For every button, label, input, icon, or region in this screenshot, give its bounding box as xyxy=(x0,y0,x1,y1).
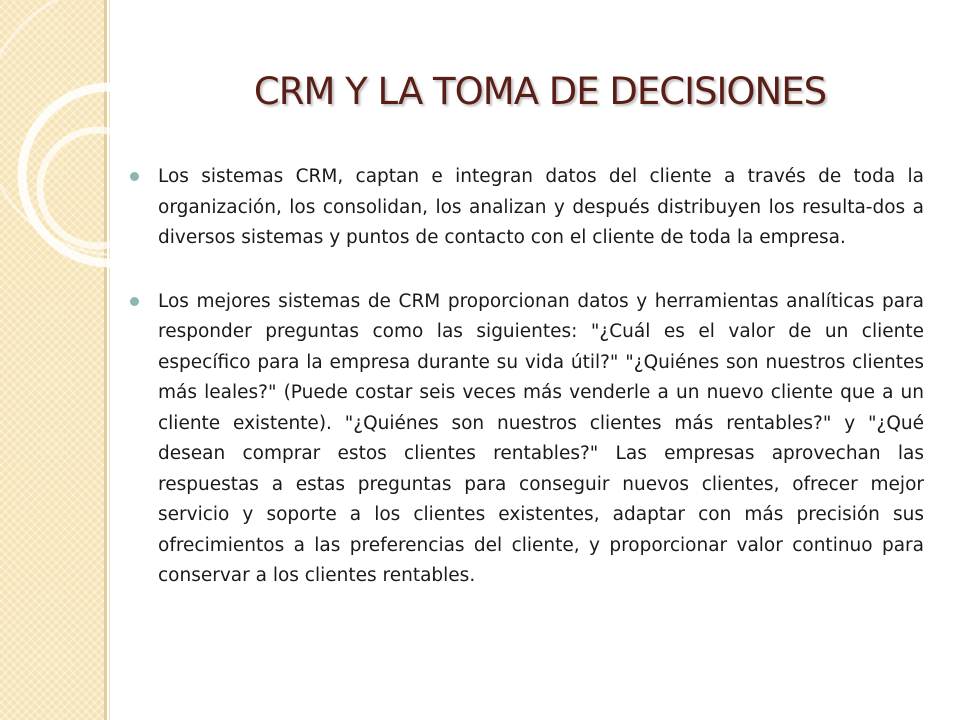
bullet-list xyxy=(128,162,924,625)
bullet-item xyxy=(128,287,924,592)
slide-title: CRM Y LA TOMA DE DECISIONES xyxy=(253,70,827,113)
bullet-text: Los sistemas CRM, captan e integran datos del cliente a través de toda la organización, los consolidan, los analizan y después distribuyen los resulta-dos a diversos sistemas y puntos de contacto con el cliente de toda la empresa. xyxy=(158,166,924,248)
bullet-text: Los mejores sistemas de CRM proporcionan datos y herramientas analíticas para responder preguntas como las siguientes: "¿Cuál es el valor de un cliente específico para la empresa durante su vida útil?" "¿Quiénes son nuestros clientes más leales?" (Puede costar seis veces más venderle a un nuevo cliente que a un cliente existente). "¿Quiénes son nuestros clientes más rentables?" y "¿Qué desean comprar estos clientes rentables?" Las empresas aprovechan las respuestas a estas preguntas para conseguir nuevos clientes, ofrecer mejor servicio y soporte a los clientes existentes, adaptar con más precisión sus ofrecimientos a las preferencias del cliente, y proporcionar valor continuo para conservar a los clientes rentables. xyxy=(158,290,924,586)
bullet-icon xyxy=(130,297,139,306)
bullet-icon xyxy=(130,172,139,181)
bullet-item xyxy=(128,162,924,254)
